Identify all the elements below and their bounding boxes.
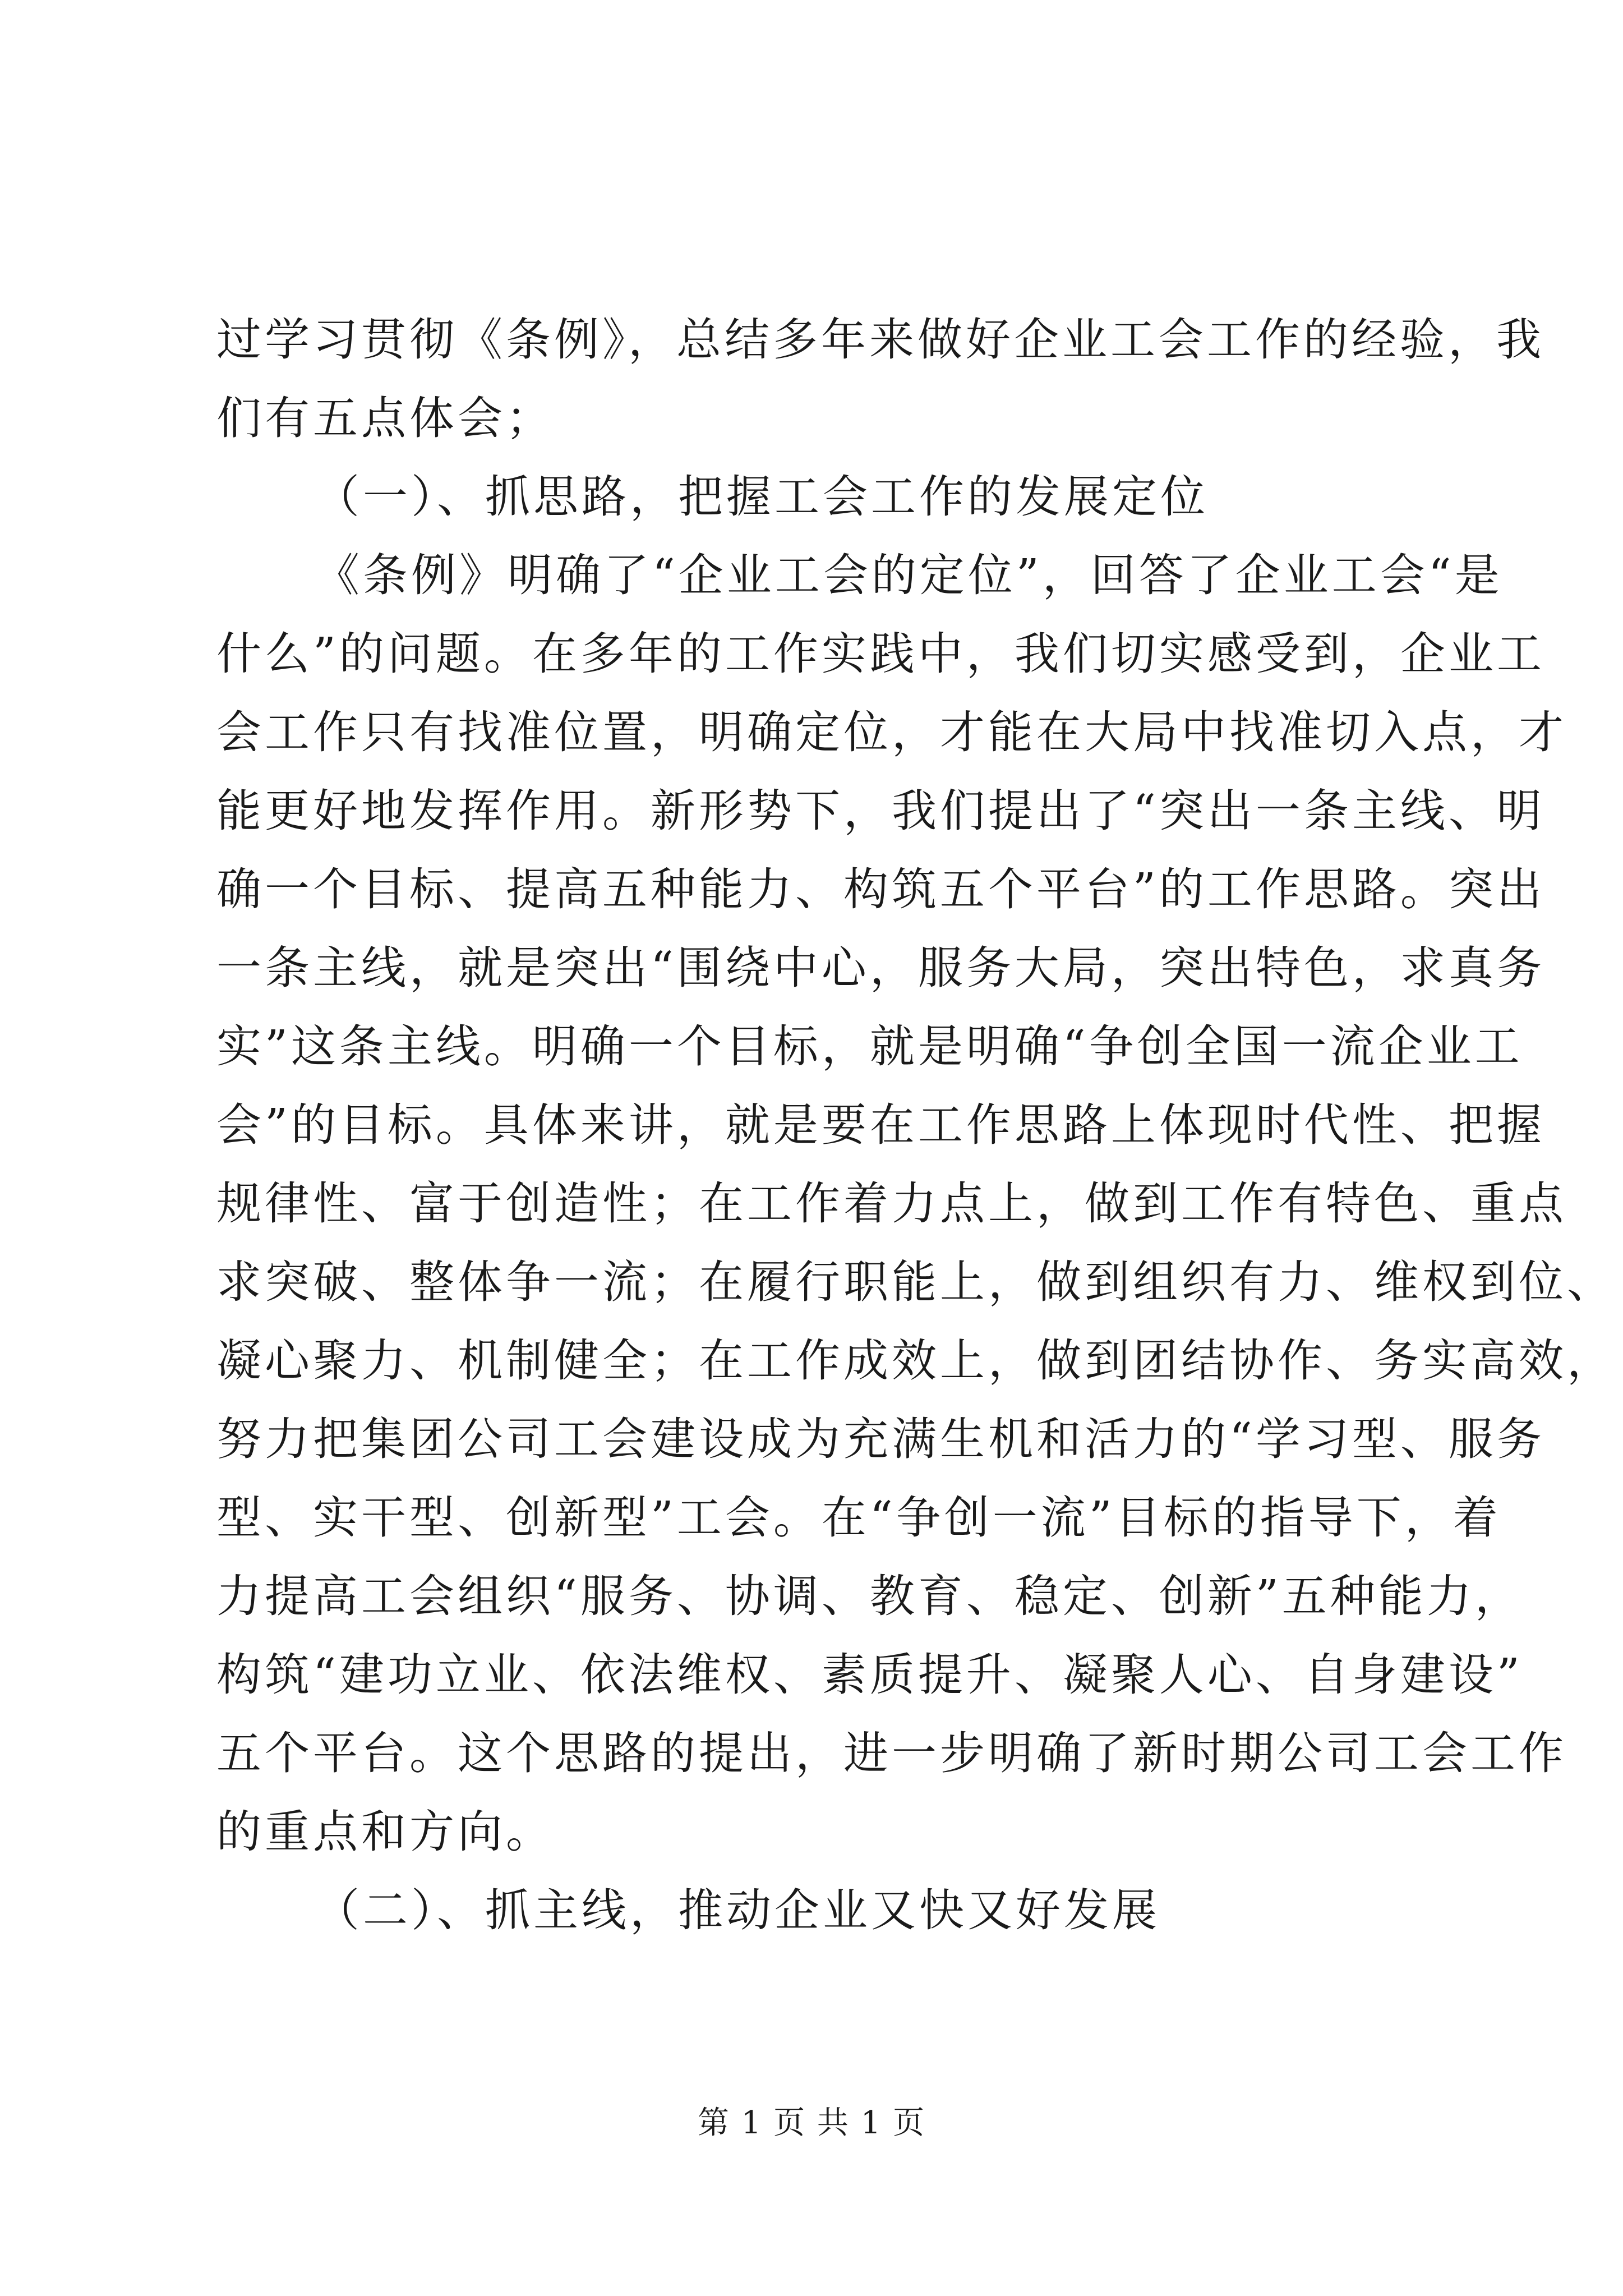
text-line: 什么”的问题。在多年的工作实践中，我们切实感受到，企业工 (216, 628, 1545, 680)
text-line: 规律性、富于创造性；在工作着力点上，做到工作有特色、重点 (216, 1177, 1567, 1230)
document-body (216, 301, 1615, 1950)
text-line: 会工作只有找准位置，明确定位，才能在大局中找准切入点，才 (216, 706, 1567, 758)
text-line: 构筑“建功立业、依法维权、素质提升、凝聚人心、自身建设” (216, 1649, 1523, 1701)
text-line: 确一个目标、提高五种能力、构筑五个平台”的工作思路。突出 (216, 863, 1545, 915)
text-line: 会”的目标。具体来讲，就是要在工作思路上体现时代性、把握 (216, 1099, 1545, 1151)
page-footer: 第 1 页 共 1 页 (697, 2105, 926, 2141)
section-heading: （一）、抓思路，把握工会工作的发展定位 (315, 471, 1209, 523)
text-line: 们有五点体会； (216, 392, 554, 444)
text-line: 一条主线，就是突出“围绕中心，服务大局，突出特色，求真务 (216, 942, 1545, 994)
text-line: 能更好地发挥作用。新形势下，我们提出了“突出一条主线、明 (216, 785, 1545, 837)
text-line: 型、实干型、创新型”工会。在“争创一流”目标的指导下，着 (216, 1492, 1501, 1544)
text-line: 求突破、整体争一流；在履行职能上，做到组织有力、维权到位、 (216, 1256, 1615, 1308)
text-line: 实”这条主线。明确一个目标，就是明确“争创全国一流企业工 (216, 1020, 1523, 1073)
text-line: 力提高工会组织“服务、协调、教育、稳定、创新”五种能力， (216, 1570, 1523, 1622)
paragraph-start: 《条例》明确了“企业工会的定位”，回答了企业工会“是 (315, 549, 1503, 601)
text-line: 凝心聚力、机制健全；在工作成效上，做到团结协作、务实高效， (216, 1335, 1615, 1387)
text-line: 的重点和方向。 (216, 1806, 554, 1858)
section-heading: （二）、抓主线，推动企业又快又好发展 (315, 1884, 1160, 1936)
text-line: 五个平台。这个思路的提出，进一步明确了新时期公司工会工作 (216, 1727, 1567, 1779)
text-line: 过学习贯彻《条例》，总结多年来做好企业工会工作的经验，我 (216, 314, 1544, 366)
text-line: 努力把集团公司工会建设成为充满生机和活力的“学习型、服务 (216, 1413, 1545, 1465)
